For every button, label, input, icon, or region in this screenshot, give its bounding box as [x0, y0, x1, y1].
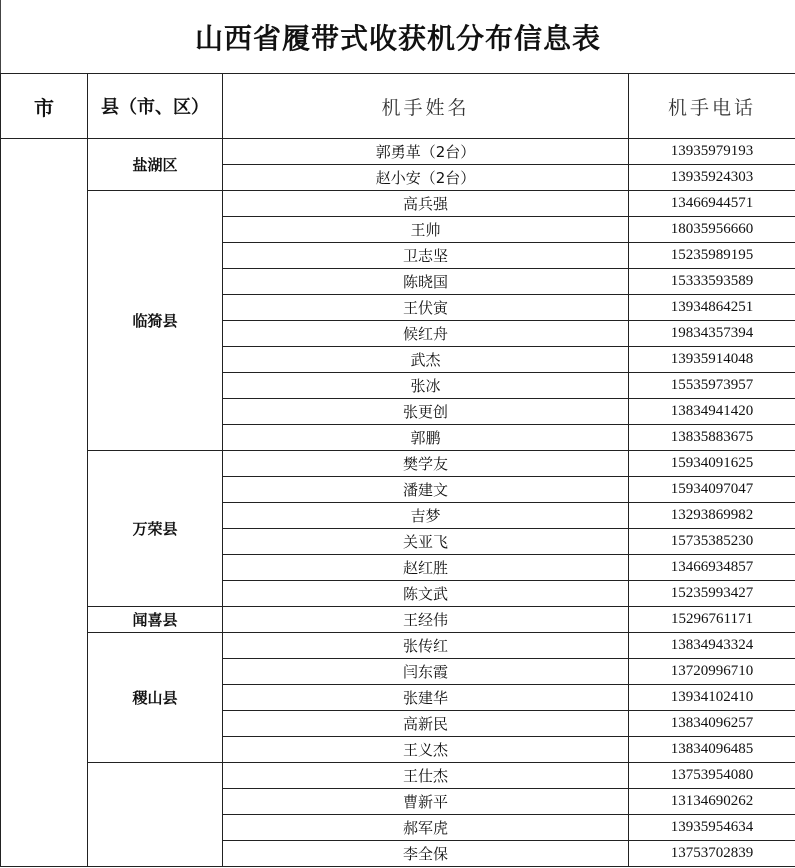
operator-phone-cell: 13466934857	[629, 555, 795, 581]
header-operator-phone: 机手电话	[629, 74, 795, 139]
operator-name-cell: 潘建文	[223, 477, 629, 503]
header-operator-name: 机手姓名	[223, 74, 629, 139]
operator-phone-cell: 13934864251	[629, 295, 795, 321]
operator-name-cell: 樊学友	[223, 451, 629, 477]
operator-name-cell: 郭鹏	[223, 425, 629, 451]
operator-phone-cell: 13466944571	[629, 191, 795, 217]
operator-phone-cell: 13935954634	[629, 815, 795, 841]
operator-phone-cell: 15333593589	[629, 269, 795, 295]
operator-phone-cell: 13834943324	[629, 633, 795, 659]
operator-name-cell: 闫东霞	[223, 659, 629, 685]
operator-name-cell: 张更创	[223, 399, 629, 425]
operator-name-cell: 赵小安（2台）	[223, 165, 629, 191]
city-cell	[1, 139, 88, 867]
operator-phone-cell: 19834357394	[629, 321, 795, 347]
operator-name-cell: 高新民	[223, 711, 629, 737]
operator-name-cell: 张冰	[223, 373, 629, 399]
operator-phone-cell: 15934091625	[629, 451, 795, 477]
operator-phone-cell: 13134690262	[629, 789, 795, 815]
operator-phone-cell: 13834096257	[629, 711, 795, 737]
operator-phone-cell: 13934102410	[629, 685, 795, 711]
operator-name-cell: 关亚飞	[223, 529, 629, 555]
operator-name-cell: 张建华	[223, 685, 629, 711]
header-row	[1, 74, 795, 139]
operator-name-cell: 陈晓国	[223, 269, 629, 295]
county-cell: 闻喜县	[88, 607, 223, 633]
operator-name-cell: 卫志坚	[223, 243, 629, 269]
page-title: 山西省履带式收获机分布信息表	[0, 0, 795, 73]
operator-phone-cell: 13293869982	[629, 503, 795, 529]
operator-phone-cell: 13753702839	[629, 841, 795, 867]
operator-name-cell: 王仕杰	[223, 763, 629, 789]
operator-phone-cell: 13753954080	[629, 763, 795, 789]
operator-name-cell: 李全保	[223, 841, 629, 867]
table-body	[1, 139, 795, 867]
operator-phone-cell: 13935914048	[629, 347, 795, 373]
operator-name-cell: 赵红胜	[223, 555, 629, 581]
operator-name-cell: 郭勇革（2台）	[223, 139, 629, 165]
county-cell: 万荣县	[88, 451, 223, 607]
operator-name-cell: 王义杰	[223, 737, 629, 763]
table-row	[1, 633, 795, 659]
table-row	[1, 191, 795, 217]
operator-phone-cell: 13720996710	[629, 659, 795, 685]
header-county: 县（市、区）	[88, 74, 223, 139]
operator-name-cell: 王经伟	[223, 607, 629, 633]
county-cell: 盐湖区	[88, 139, 223, 191]
operator-phone-cell: 13835883675	[629, 425, 795, 451]
county-cell: 稷山县	[88, 633, 223, 763]
operator-name-cell: 吉梦	[223, 503, 629, 529]
operator-name-cell: 陈文武	[223, 581, 629, 607]
operator-phone-cell: 13834941420	[629, 399, 795, 425]
county-cell	[88, 763, 223, 867]
operator-phone-cell: 15735385230	[629, 529, 795, 555]
operator-name-cell: 郝军虎	[223, 815, 629, 841]
operator-phone-cell: 13935924303	[629, 165, 795, 191]
operator-phone-cell: 15296761171	[629, 607, 795, 633]
operator-name-cell: 张传红	[223, 633, 629, 659]
operator-name-cell: 王帅	[223, 217, 629, 243]
county-cell: 临猗县	[88, 191, 223, 451]
operator-phone-cell: 18035956660	[629, 217, 795, 243]
harvester-table	[0, 73, 795, 867]
table-row	[1, 607, 795, 633]
operator-name-cell: 曹新平	[223, 789, 629, 815]
operator-phone-cell: 15934097047	[629, 477, 795, 503]
operator-phone-cell: 13834096485	[629, 737, 795, 763]
operator-name-cell: 王伏寅	[223, 295, 629, 321]
operator-phone-cell: 15235989195	[629, 243, 795, 269]
operator-name-cell: 候红舟	[223, 321, 629, 347]
table-row	[1, 763, 795, 789]
operator-phone-cell: 15235993427	[629, 581, 795, 607]
header-city: 市	[1, 74, 88, 139]
operator-name-cell: 武杰	[223, 347, 629, 373]
operator-name-cell: 高兵强	[223, 191, 629, 217]
table-row	[1, 451, 795, 477]
operator-phone-cell: 13935979193	[629, 139, 795, 165]
table-row	[1, 139, 795, 165]
operator-phone-cell: 15535973957	[629, 373, 795, 399]
